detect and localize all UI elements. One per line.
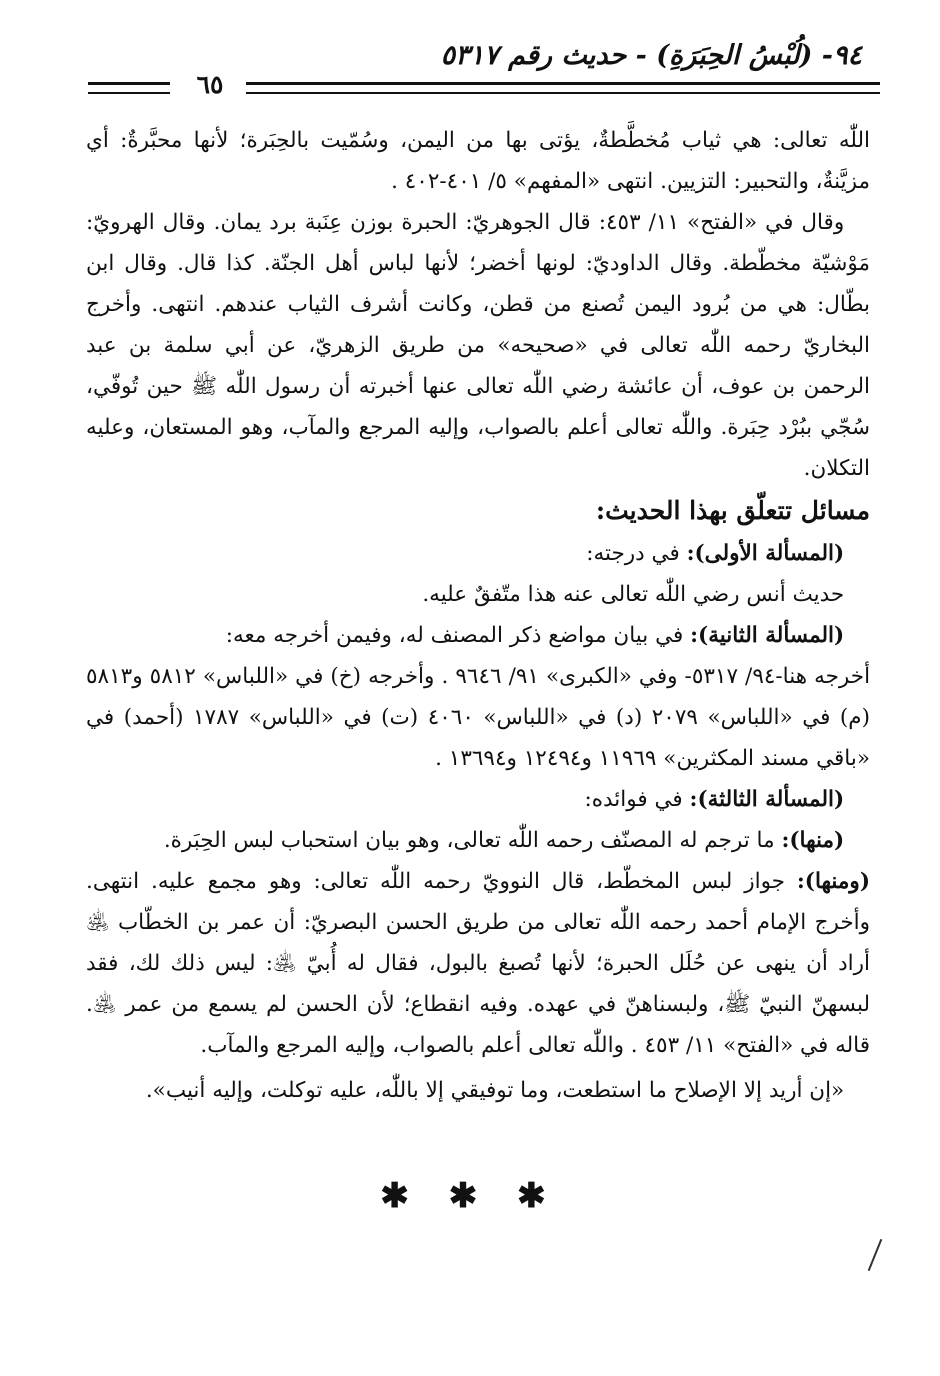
paragraph-text: حديث أنس رضي اللّٰه تعالى عنه هذا متّفقٌ عليه. <box>422 582 845 607</box>
benefit-one <box>86 820 870 861</box>
header-rule-left-top <box>88 82 170 85</box>
issue-text: في درجته: <box>586 541 687 566</box>
benefit-label: (ومنها): <box>796 869 870 894</box>
paragraph-text: «إن أريد إلا الإصلاح ما استطعت، وما توفيقي إلا باللّٰه، عليه توكلت، وإليه أنيب». <box>145 1078 845 1103</box>
header-rule-left-bottom <box>88 92 170 94</box>
section-separator: ✱ ✱ ✱ <box>380 1176 560 1216</box>
issue-label: (المسألة الثالثة): <box>689 787 845 812</box>
heading-text: مسائل تتعلّق بهذا الحديث: <box>595 496 870 525</box>
issue-label: (المسألة الأولى): <box>686 541 845 566</box>
benefit-label: (منها): <box>781 828 845 853</box>
paragraph-text: اللّٰه تعالى: هي ثياب مُخطَّطةٌ، يؤتى بها من اليمن، وسُمّيت بالحِبَرة؛ لأنها محبَّرةٌ: أي مزيَّنةٌ، والتحبير: التزيين. انتهى «المفهم» ٥/ ٤٠١-٤٠٢ . <box>86 128 870 194</box>
issue-label: (المسألة الثانية): <box>690 623 845 648</box>
page-body <box>86 120 870 1111</box>
paragraph-text: وقال في «الفتح» ١١/ ٤٥٣: قال الجوهريّ: الحبرة بوزن عِنَبة برد يمان. وقال الهرويّ: مَوْشيّة مخطّطة. وقال الداوديّ: لونها أخضر؛ لأنها لباس أهل الجنّة. كذا قال. وقال ابن بطّال: هي من بُرود اليمن تُصنع من قطن، وكانت أشرف الثياب عندهم. انتهى. وأخرج البخاريّ رحمه اللّٰه تعالى في «صحيحه» من طريق الزهريّ، عن أبي سلمة بن عبد الرحمن بن عوف، أن عائشة رضي اللّٰه تعالى عنها أخبرته أن رسول اللّٰه ﷺ حين تُوفّي، سُجّي ببُرْد حِبَرة. واللّٰه تعالى أعلم بالصواب، وإليه المرجع والمآب، وهو المستعان، وعليه التكلان. <box>86 210 870 481</box>
section-heading <box>86 489 870 533</box>
header-rule-bottom <box>246 92 880 94</box>
closing-quote <box>86 1070 870 1111</box>
paragraph-text: أخرجه هنا-٩٤/ ٥٣١٧- وفي «الكبرى» ٩١/ ٩٦٤٦ . وأخرجه (خ) في «اللباس» ٥٨١٢ و٥٨١٣ (م) في «اللباس» ٢٠٧٩ (د) في «اللباس» ٤٠٦٠ (ت) في «اللباس» ١٧٨٧ (أحمد) في «باقي مسند المكثرين» ١١٩٦٩ و١٢٤٩٤ و١٣٦٩٤ . <box>86 664 871 771</box>
paragraph-continuation <box>86 120 870 202</box>
paragraph-fath <box>86 202 870 489</box>
benefit-text: ما ترجم له المصنّف رحمه اللّٰه تعالى، وهو بيان استحباب لبس الحِبَرة. <box>163 828 782 853</box>
benefit-text: جواز لبس المخطّط، قال النوويّ رحمه اللّٰه تعالى: وهو مجمع عليه. انتهى. وأخرج الإمام أحمد رحمه اللّٰه تعالى من طريق الحسن البصريّ: أن عمر بن الخطّاب ﵁ أراد أن ينهى عن حُلَل الحبرة؛ لأنها تُصبغ بالبول، فقال له أُبيّ ﵁: ليس ذلك لك، فقد لبسهنّ النبيّ ﷺ، ولبسناهنّ في عهده. وفيه انقطاع؛ لأن الحسن لم يسمع من عمر ﵁. قاله في «الفتح» ١١/ ٤٥٣ . واللّٰه تعالى أعلم بالصواب، وإليه المرجع والمآب. <box>86 869 870 1058</box>
issue-two-body <box>86 656 870 779</box>
issue-three <box>86 779 870 820</box>
page-number: ٦٥ <box>196 70 224 99</box>
issue-one <box>86 533 870 574</box>
issue-two <box>86 615 870 656</box>
running-header-title: ٩٤- (لُبْسُ الحِبَرَةِ) - حديث رقم ٥٣١٧ <box>440 40 862 71</box>
issue-text: في فوائده: <box>584 787 690 812</box>
issue-text: في بيان مواضع ذكر المصنف له، وفيمن أخرجه معه: <box>225 623 691 648</box>
pen-mark <box>868 1239 883 1271</box>
benefit-two <box>86 861 870 1066</box>
issue-one-body <box>86 574 870 615</box>
header-rule-top <box>246 82 880 85</box>
